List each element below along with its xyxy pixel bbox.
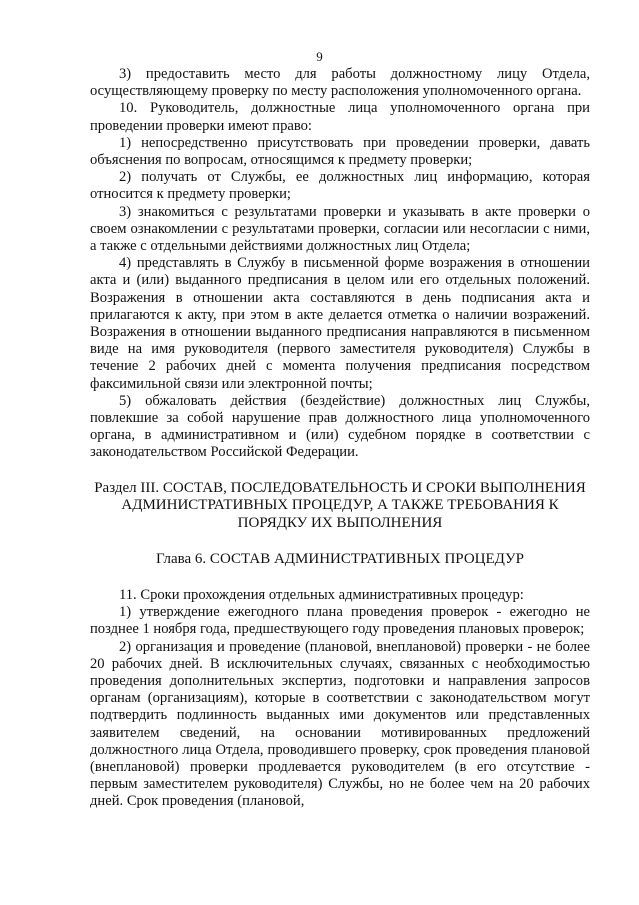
- paragraph: 2) получать от Службы, ее должностных лиц информацию, которая относится к предмету проверки;: [90, 169, 590, 203]
- paragraph: 4) представлять в Службу в письменной форме возражения в отношении акта и (или) выданного предписания в целом или его отдельных положений. Возражения в отношении акта составляются в день подписания акта и прилагаются к акту, при этом в акте делается отметка о наличии возражений. Возражения в отношении выданного предписания направляются в письменном виде на имя руководителя (первого заместителя руководителя) Службы в течение 2 рабочих дней с момента получения предписания посредством факсимильной связи или электронной почты;: [90, 255, 590, 392]
- paragraph: 11. Сроки прохождения отдельных административных процедур:: [119, 587, 524, 604]
- page-number: 9: [316, 49, 323, 64]
- paragraph: 3) знакомиться с результатами проверки и указывать в акте проверки о своем ознакомлении с результатами проверки, согласии или несогласии с ними, а также с отдельными действиями должностных лиц Отдела;: [90, 203, 590, 255]
- paragraph: 3) предоставить место для работы должностному лицу Отдела, осуществляющему проверку по месту расположения уполномоченного органа.: [90, 66, 590, 100]
- section-heading: Раздел III. СОСТАВ, ПОСЛЕДОВАТЕЛЬНОСТЬ И СРОКИ ВЫПОЛНЕНИЯ АДМИНИСТРАТИВНЫХ ПРОЦЕДУР, А ТАКЖЕ ТРЕБОВАНИЯ К ПОРЯДКУ ИХ ВЫПОЛНЕНИЯ: [94, 479, 586, 531]
- document-body: [90, 66, 590, 811]
- paragraph: 5) обжаловать действия (бездействие) должностных лиц Службы, повлекшие за собой нарушение прав должностного лица уполномоченного органа, в административном и (или) судебном порядке в соответствии с законодательством Российской Федерации.: [90, 392, 590, 461]
- paragraph: 1) утверждение ежегодного плана проведения проверок - ежегодно не позднее 1 ноября года, предшествующего году проведения плановых проверок;: [90, 604, 590, 638]
- chapter-heading: Глава 6. СОСТАВ АДМИНИСТРАТИВНЫХ ПРОЦЕДУР: [155, 551, 525, 568]
- paragraph: 2) организация и проведение (плановой, внеплановой) проверки - не более 20 рабочих дней. В исключительных случаях, связанных с необходимостью проведения дополнительных экспертиз, подготовки и направления запросов органам (организациям), которые в соответствии с законодательством могут подтвердить подлинность выданных ими документов или представленных заявителем сведений, на основании мотивированных предложений должностного лица Отдела, проводившего проверку, срок проведения плановой (внеплановой) проверки продлевается руководителем (в его отсутствие - первым заместителем руководителя) Службы, но не более чем на 20 рабочих дней. Срок проведения (плановой,: [90, 638, 590, 810]
- paragraph: 1) непосредственно присутствовать при проведении проверки, давать объяснения по вопросам, относящимся к предмету проверки;: [90, 134, 590, 169]
- paragraph: 10. Руководитель, должностные лица уполномоченного органа при проведении проверки имеют право:: [90, 100, 590, 134]
